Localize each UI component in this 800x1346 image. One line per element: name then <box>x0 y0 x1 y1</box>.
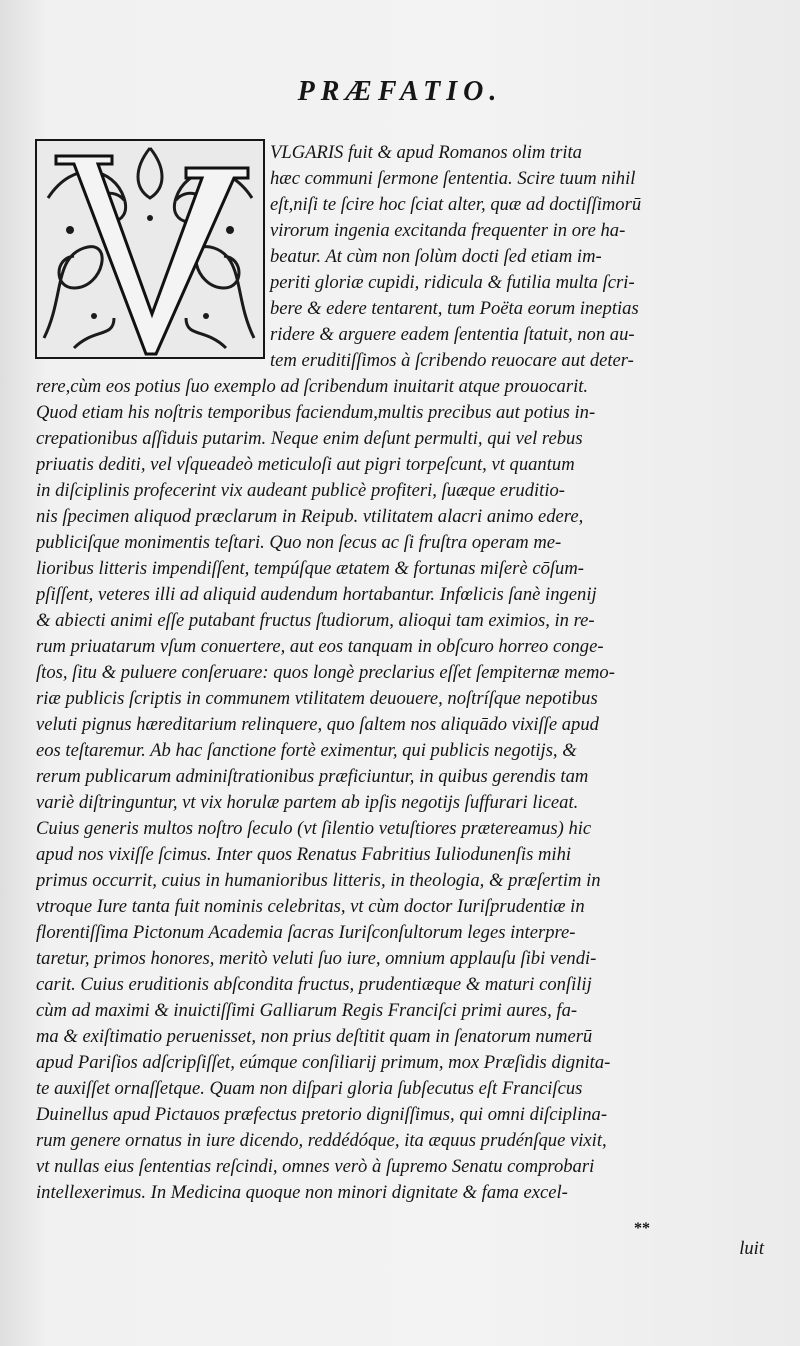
body-text <box>36 140 766 1206</box>
text-line: Duinellus apud Pictauos præfectus pretorio digniſſimus, qui omni diſciplina- <box>36 1104 608 1125</box>
text-line: beatur. At cùm non ſolùm docti ſed etiam im- <box>270 246 602 267</box>
text-line: rere,cùm eos potius ſuo exemplo ad ſcribendum inuitarit atque prouocarit. <box>36 376 589 397</box>
text-line: rerum publicarum adminiſtrationibus præficiuntur, in quibus gerendis tam <box>36 766 589 787</box>
text-line: taretur, primos honores, meritò veluti ſuo iure, omnium applauſu ſibi vendi- <box>36 948 597 969</box>
text-line: hæc communi ſermone ſententia. Scire tuum nihil <box>270 168 636 189</box>
text-line: virorum ingenia excitanda frequenter in ore ha- <box>270 220 626 241</box>
text-line: & abiecti animi eſſe putabant fructus ſtudiorum, alioqui tam eximios, in re- <box>36 610 595 631</box>
text-line: te auxiſſet ornaſſetque. Quam non diſpari gloria ſubſecutus eſt Franciſcus <box>36 1078 583 1099</box>
running-header: PRÆFATIO. <box>297 76 503 107</box>
text-line: publiciſque monimentis teſtari. Quo non ſecus ac ſi fruſtra operam me- <box>36 532 562 553</box>
text-line: primus occurrit, cuius in humanioribus litteris, in theologia, & præſertim in <box>36 870 601 891</box>
text-line: ridere & arguere eadem ſententia ſtatuit, non au- <box>270 324 635 345</box>
text-line: veluti pignus hæreditarium relinquere, quo ſaltem nos aliquādo vixiſſe apud <box>36 714 599 735</box>
text-line: crepationibus aſſiduis putarim. Neque enim deſunt permulti, qui vel rebus <box>36 428 583 449</box>
text-line: rum genere ornatus in iure dicendo, reddédóque, ita æquus prudénſque vixit, <box>36 1130 607 1151</box>
text-line: riæ publicis ſcriptis in communem vtilitatem deuouere, noſtríſque nepotibus <box>36 688 598 709</box>
text-line: priuatis dediti, vel vſqueadeò meticuloſi aut pigri torpeſcunt, vt quantum <box>36 454 575 475</box>
text-line: cùm ad maximi & inuictiſſimi Galliarum Regis Franciſci primi aures, fa- <box>36 1000 578 1021</box>
text-line: apud Pariſios adſcripſiſſet, eúmque conſiliarij primum, mox Præſidis dignita- <box>36 1052 611 1073</box>
text-line: ſtos, ſitu & puluere conſeruare: quos longè preclarius eſſet ſempiternæ memo- <box>36 662 615 683</box>
text-line: bere & edere tentarent, tum Poëta eorum ineptias <box>270 298 639 319</box>
text-line: eos teſtaremur. Ab hac ſanctione fortè eximentur, qui publicis negotijs, & <box>36 740 577 761</box>
text-line: florentiſſima Pictonum Academia ſacras Iuriſconſultorum leges interpre- <box>36 922 576 943</box>
text-line: eſt,niſi te ſcire hoc ſciat alter, quæ ad doctiſſimorū <box>270 194 642 215</box>
text-line: Quod etiam his noſtris temporibus faciendum,multis precibus aut potius in- <box>36 402 596 423</box>
catchword: luit <box>739 1238 764 1259</box>
text-line: vt nullas eius ſententias reſcindi, omnes verò à ſupremo Senatu comprobari <box>36 1156 595 1177</box>
text-line: rum priuatarum vſum conuertere, aut eos tanquam in obſcuro horreo conge- <box>36 636 604 657</box>
text-line: intellexerimus. In Medicina quoque non minori dignitate & fama excel- <box>36 1182 568 1203</box>
text-line: ma & exiſtimatio peruenisset, non prius deſtitit quam in ſenatorum numerū <box>36 1026 593 1047</box>
text-line: in diſciplinis profecerint vix audeant publicè profiteri, ſuæque eruditio- <box>36 480 565 501</box>
text-line: vtroque Iure tanta fuit nominis celebritas, vt cùm doctor Iuriſprudentiæ in <box>36 896 585 917</box>
text-line: nis ſpecimen aliquod præclarum in Reipub. vtilitatem alacri animo edere, <box>36 506 584 527</box>
text-line: apud nos vixiſſe ſcimus. Inter quos Renatus Fabritius Iuliodunenſis mihi <box>36 844 572 865</box>
text-line: Cuius generis multos noſtro ſeculo (vt ſilentio vetuſtiores prætereamus) hic <box>36 818 592 839</box>
signature-mark: ** <box>634 1220 650 1237</box>
text-line: carit. Cuius eruditionis abſcondita fructus, prudentiæque & maturi conſilij <box>36 974 592 995</box>
text-line: periti gloriæ cupidi, ridicula & futilia multa ſcri- <box>270 272 635 293</box>
text-line: tem eruditiſſimos à ſcribendo reuocare aut deter- <box>270 350 634 371</box>
text-line: pſiſſent, veteres illi ad aliquid audendum hortabantur. Infœlicis ſanè ingenij <box>36 584 597 605</box>
text-line: lioribus litteris impendiſſent, tempúſque ætatem & fortunas miſerè cōſum- <box>36 558 584 579</box>
text-line: variè diſtringuntur, vt vix horulæ partem ab ipſis negotijs ſuffurari liceat. <box>36 792 579 813</box>
text-line: VLGARIS fuit & apud Romanos olim trita <box>270 142 582 163</box>
